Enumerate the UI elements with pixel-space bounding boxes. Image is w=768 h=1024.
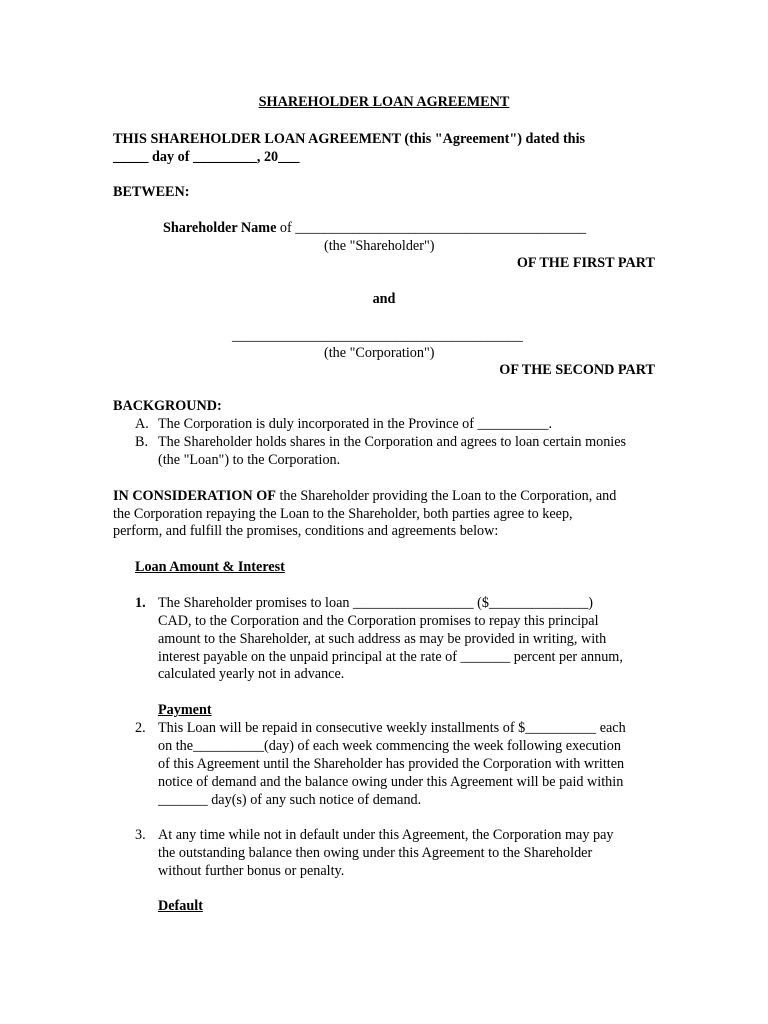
background-item-line: The Shareholder holds shares in the Corporation and agrees to loan certain monies: [158, 434, 627, 450]
background-item-marker: A.: [135, 416, 149, 432]
section-heading-payment: Payment: [158, 702, 212, 718]
consideration-line-1: [113, 487, 616, 505]
clause-2-line: of this Agreement until the Shareholder has provided the Corporation with written: [158, 756, 625, 772]
clause-2-marker: 2.: [135, 720, 146, 736]
intro-line-2: _____ day of _________, 20___: [113, 149, 300, 165]
intro-line-1: THIS SHAREHOLDER LOAN AGREEMENT (this "Agreement") dated this: [113, 131, 586, 147]
clause-1-line: CAD, to the Corporation and the Corporation promises to repay this principal: [158, 613, 599, 629]
clause-1-line: calculated yearly not in advance.: [158, 666, 345, 682]
clause-2-line: This Loan will be repaid in consecutive weekly installments of $__________ each: [158, 720, 626, 736]
and-label: and: [372, 291, 396, 307]
background-item-line: The Corporation is duly incorporated in the Province of __________.: [158, 416, 553, 432]
clause-2-line: on the__________(day) of each week commencing the week following execution: [158, 738, 621, 754]
clause-3-line: At any time while not in default under this Agreement, the Corporation may pay: [158, 827, 614, 843]
background-heading: BACKGROUND:: [113, 398, 222, 414]
background-item-line: (the "Loan") to the Corporation.: [158, 452, 341, 468]
consideration-rest: the Shareholder providing the Loan to the Corporation, and: [275, 488, 617, 504]
party1-part: OF THE FIRST PART: [516, 255, 655, 271]
clause-1-line: The Shareholder promises to loan _________________ ($______________): [158, 595, 594, 611]
clause-2-line: _______ day(s) of any such notice of demand.: [158, 792, 422, 808]
party1-role: (the "Shareholder"): [324, 238, 435, 254]
section-heading-loan-amount: Loan Amount & Interest: [135, 559, 285, 575]
clause-1-line: amount to the Shareholder, at such address as may be provided in writing, with: [158, 631, 607, 647]
party2-role: (the "Corporation"): [324, 345, 435, 361]
party1-name-line: [163, 219, 586, 237]
clause-3-marker: 3.: [135, 827, 146, 843]
document-title: SHAREHOLDER LOAN AGREEMENT: [258, 94, 510, 110]
background-item-marker: B.: [135, 434, 149, 450]
between-label: BETWEEN:: [113, 184, 190, 200]
consideration-line-3: perform, and fulfill the promises, conditions and agreements below:: [113, 523, 499, 539]
party2-name-line: _________________________________________: [232, 328, 523, 344]
clause-1-marker: 1.: [135, 595, 146, 611]
clause-3-line: the outstanding balance then owing under this Agreement to the Shareholder: [158, 845, 593, 861]
clause-2-line: notice of demand and the balance owing under this Agreement will be paid within: [158, 774, 624, 790]
clause-1-line: interest payable on the unpaid principal at the rate of _______ percent per annum,: [158, 649, 623, 665]
clause-3-line: without further bonus or penalty.: [158, 863, 345, 879]
consideration-line-2: the Corporation repaying the Loan to the Shareholder, both parties agree to keep,: [113, 506, 573, 522]
party2-part: OF THE SECOND PART: [499, 362, 655, 378]
party1-name-blank: of _________________________________________: [276, 220, 587, 236]
party1-name-label: Shareholder Name: [163, 220, 277, 236]
section-heading-default: Default: [158, 898, 203, 914]
consideration-lead: IN CONSIDERATION OF: [113, 488, 276, 504]
